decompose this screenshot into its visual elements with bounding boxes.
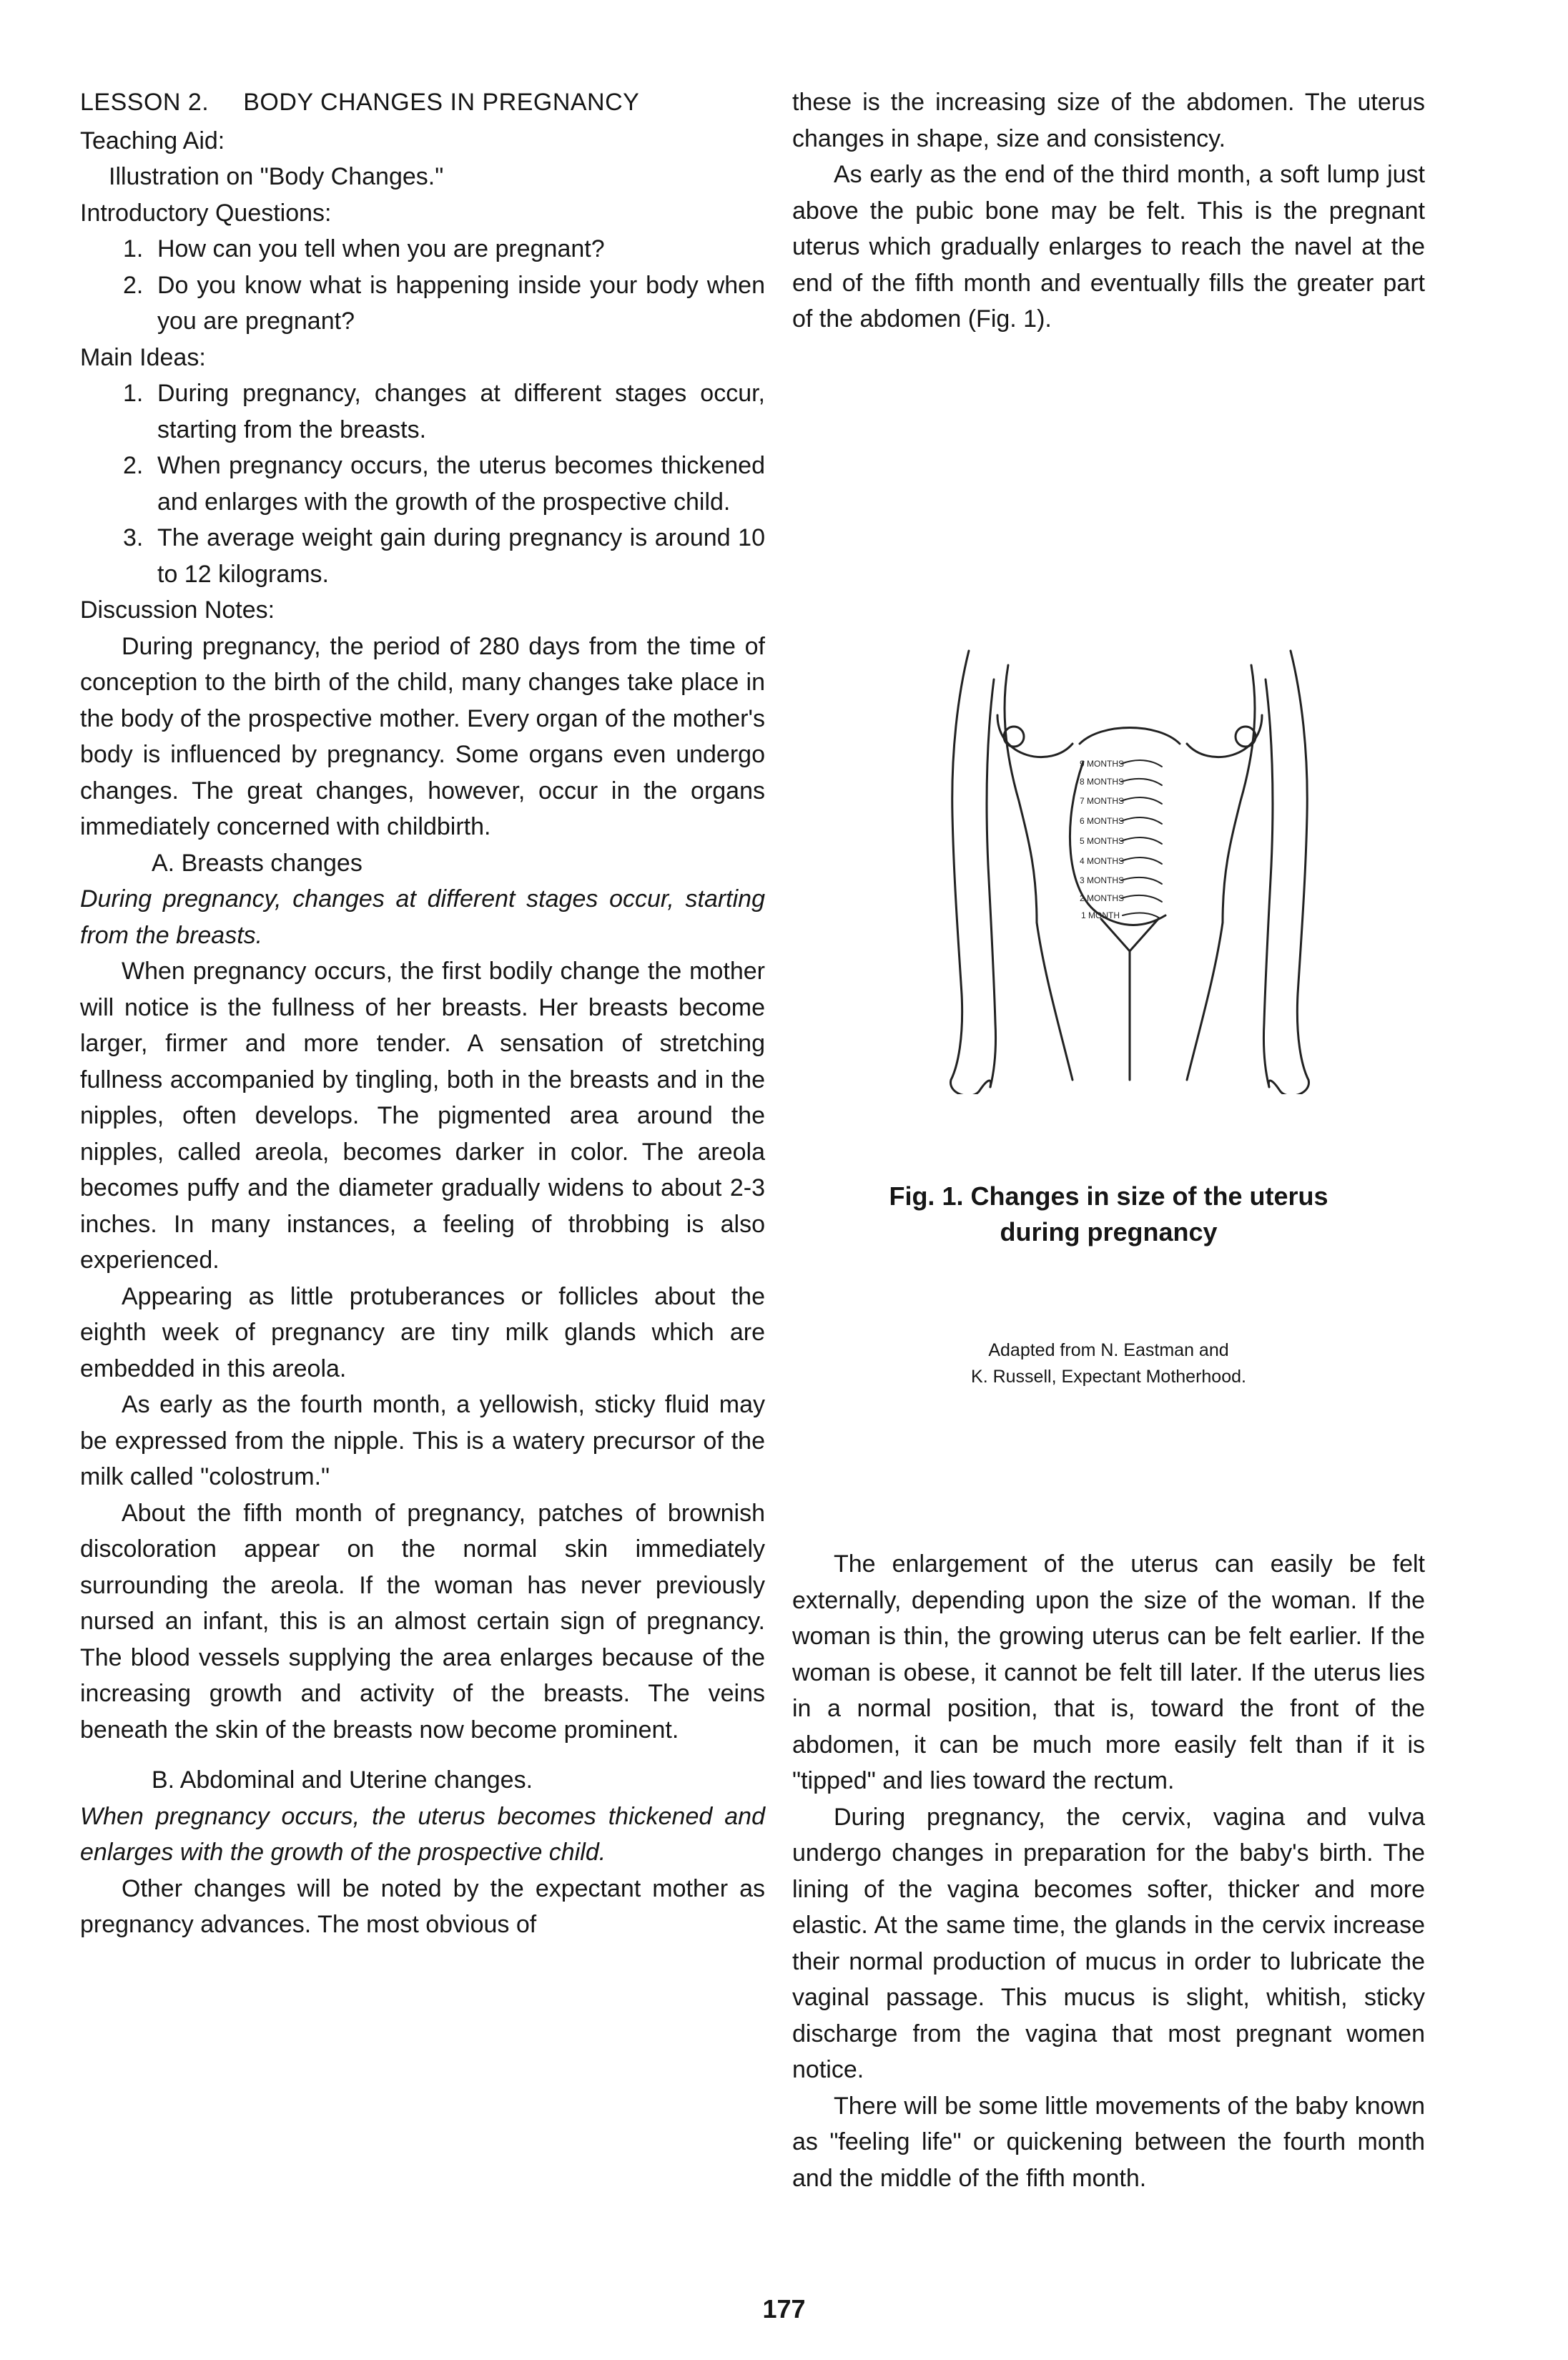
main-idea-text: The average weight gain during pregnancy is around 10 to 12 kilograms. (157, 524, 765, 588)
main-idea-text: During pregnancy, changes at different stages occur, starting from the breasts. (157, 380, 765, 443)
month-label: 9 MONTHS (1080, 759, 1125, 769)
body-outline (1268, 1080, 1308, 1094)
section-b-title: B. Abdominal and Uterine changes. (152, 1766, 533, 1794)
right-paragraph: There will be some little movements of the baby known as "feeling life" or quickening between the fourth month and the middle of the fifth month. (792, 2092, 1425, 2192)
main-idea-number: 3. (123, 524, 144, 551)
uterus-contour (1121, 760, 1162, 767)
teaching-aid-heading: Teaching Aid: (80, 127, 225, 154)
figure-caption (792, 1179, 1425, 1250)
body-outline (1291, 651, 1308, 1080)
uterine-paragraph: Other changes will be noted by the expectant mother as pregnancy advances. The most obvious of (80, 1874, 765, 1938)
month-label: 4 MONTHS (1080, 856, 1125, 866)
section-a-idea: During pregnancy, changes at different stages occur, starting from the breasts. (80, 885, 765, 949)
uterus-contour (1123, 913, 1160, 918)
month-label: 5 MONTHS (1080, 836, 1125, 846)
month-label: 2 MONTHS (1080, 893, 1125, 903)
main-idea-number: 2. (123, 452, 144, 479)
lesson-heading: BODY CHANGES IN PREGNANCY (243, 89, 640, 116)
body-outline (1101, 919, 1158, 951)
month-label: 6 MONTHS (1080, 816, 1125, 826)
breasts-paragraph: About the fifth month of pregnancy, patches of brownish discoloration appear on the normal skin immediately surrounding the areola. If the woman has never previously nursed an infant, this is an almost certain sign of pregnancy. The blood vessels supplying the area enlarges because of the increasing growth and activity of the breasts. The veins beneath the skin of the breasts now become prominent. (80, 1499, 765, 1744)
month-label: 1 MONTH (1081, 910, 1120, 920)
question-number: 1. (123, 235, 144, 262)
lesson-title (80, 84, 765, 121)
body-outline (1037, 923, 1073, 1080)
body-outline (1187, 923, 1223, 1080)
credit-line: Adapted from N. Eastman and (988, 1340, 1229, 1360)
uterus-contour (1121, 837, 1162, 844)
question-number: 2. (123, 271, 144, 299)
section-b-idea: When pregnancy occurs, the uterus becomes thickened and enlarges with the growth of the prospective child. (80, 1802, 765, 1866)
uterus-size-illustration (930, 636, 1330, 1094)
body-outline (1223, 665, 1255, 923)
right-column-bottom (792, 1546, 1425, 2196)
body-outline (1263, 679, 1272, 1087)
uterus-contour (1121, 877, 1162, 884)
discussion-heading: Discussion Notes: (80, 596, 275, 624)
breasts-paragraph: When pregnancy occurs, the first bodily change the mother will notice is the fullness of her breasts. Her breasts become larger, firmer and more tender. A sensation of stretching fullness accompanied by tingling, both in the breasts and in the nipples, often develops. The pigmented area around the nipples, called areola, becomes darker in color. The areola becomes puffy and the diameter gradually widens to about 2-3 inches. In many instances, a feeling of throbbing is also experienced. (80, 958, 765, 1274)
question-text: Do you know what is happening inside your body when you are pregnant? (157, 271, 765, 335)
uterus-contour (1121, 797, 1162, 804)
question-item (80, 231, 765, 267)
uterus-contour (1121, 817, 1162, 824)
main-idea-number: 1. (123, 380, 144, 407)
month-label: 8 MONTHS (1080, 777, 1125, 787)
credit-line: K. Russell, Expectant Motherhood. (971, 1367, 1246, 1387)
body-outline (951, 651, 969, 1080)
breasts-paragraph: As early as the fourth month, a yellowish, sticky fluid may be expressed from the nipple. This is a watery precursor of the milk called "colostrum." (80, 1391, 765, 1490)
uterus-contour (1121, 857, 1162, 864)
figure-credit (792, 1337, 1425, 1390)
month-label: 3 MONTHS (1080, 875, 1125, 885)
caption-line: during pregnancy (1000, 1217, 1218, 1247)
question-text: How can you tell when you are pregnant? (157, 235, 605, 262)
main-idea-item (80, 375, 765, 448)
section-a-title: A. Breasts changes (152, 849, 363, 877)
right-paragraph: As early as the end of the third month, a soft lump just above the pubic bone may be felt. This is the pregnant uterus which gradually enlarges to reach the navel at the end of the fifth month and eventually fills the greater part of the abdomen (Fig. 1). (792, 161, 1425, 333)
caption-line: Fig. 1. Changes in size of the uterus (889, 1181, 1328, 1211)
page-number: 177 (762, 2294, 806, 2324)
main-idea-text: When pregnancy occurs, the uterus becomes thickened and enlarges with the growth of the prospective child. (157, 452, 765, 516)
left-column (80, 84, 765, 1943)
right-paragraph: these is the increasing size of the abdomen. The uterus changes in shape, size and consistency. (792, 89, 1425, 152)
main-idea-item (80, 448, 765, 520)
body-outline (951, 1080, 991, 1094)
body-outline (1080, 728, 1180, 744)
right-paragraph: During pregnancy, the cervix, vagina and vulva undergo changes in preparation for the baby's birth. The lining of the vagina becomes softer, thicker and more elastic. At the same time, the glands in the cervix increase their normal production of mucus in order to lubricate the vaginal passage. This mucus is slight, whitish, sticky discharge from the vagina that most pregnant women notice. (792, 1803, 1425, 2083)
body-outline (1005, 665, 1037, 923)
main-idea-item (80, 520, 765, 592)
question-item (80, 267, 765, 340)
discussion-intro: During pregnancy, the period of 280 days from the time of conception to the birth of the child, many changes take place in the body of the prospective mother. Every organ of the mother's body is influenced by pregnancy. Some organs even undergo changes. The great changes, however, occur in the organs immediately concerned with childbirth. (80, 632, 765, 840)
month-label: 7 MONTHS (1080, 796, 1125, 806)
main-ideas-heading: Main Ideas: (80, 343, 206, 371)
uterus-contour (1121, 895, 1162, 902)
right-paragraph: The enlargement of the uterus can easily be felt externally, depending upon the size of the woman. If the woman is thin, the growing uterus can be felt earlier. If the woman is obese, it cannot be felt till later. If the uterus lies in a normal position, that is, toward the front of the abdomen, it can be much more easily felt than if it is "tipped" and lies toward the rectum. (792, 1550, 1425, 1794)
body-outline (987, 679, 995, 1087)
teaching-aid-text: Illustration on "Body Changes." (109, 163, 444, 190)
uterus-contour (1121, 779, 1162, 785)
lesson-label: LESSON 2. (80, 89, 209, 116)
right-column-top (792, 84, 1425, 338)
breasts-paragraph: Appearing as little protuberances or follicles about the eighth week of pregnancy are tiny milk glands which are embedded in this areola. (80, 1282, 765, 1382)
questions-heading: Introductory Questions: (80, 199, 332, 227)
